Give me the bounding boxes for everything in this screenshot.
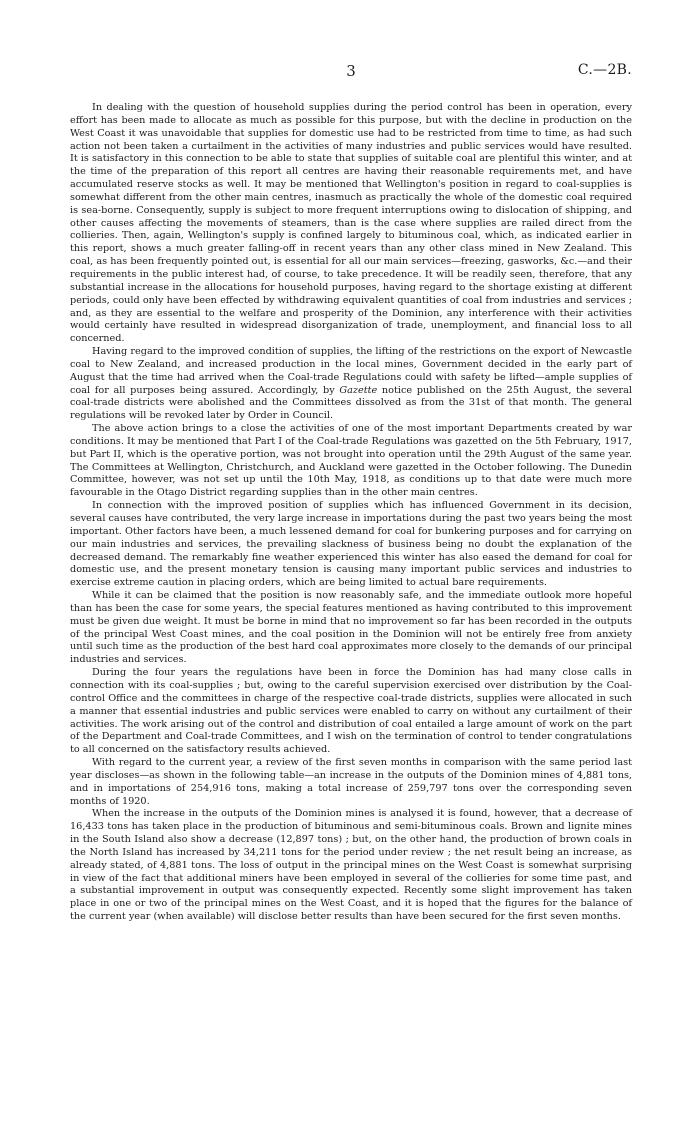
paragraph-household-supplies: In dealing with the question of household supplies during the period control has been in operation, every effort has been made to allocate as much as possible for this purpose, but with the decline in production on the West Coast it was unavoidable that supplies for domestic use had to be restricted from time to time, as had such action not been taken a curtailment in the activities of many industries and public services would have resulted. It is satisfactory in this connection to be able to state that supplies of suitable coal are plentiful this winter, and at the time of the preparation of this report all centres are having their reasonable requirements met, and have accumulated reserve stocks as well. It may be mentioned that Wellington's position in regard to coal-supplies is somewhat different from the other main centres, inasmuch as practically the whole of the domestic coal required is sea-borne. Consequently, supply is subject to more frequent interruptions owing to dislocation of shipping, and other causes affecting the movements of steamers, than is the case where supplies are railed direct from the collieries. Then, again, Wellington's supply is confined largely to bituminous coal, which, as indicated earlier in this report, shows a much greater falling-off in recent years than any other class mined in New Zealand. This coal, as has been frequently pointed out, is essential for all our main services—freezing, gasworks, &c.—and their requirements in the public interest had, of course, to take precedence. It will be readily seen, therefore, that any substantial increase in the allocations for household purposes, having regard to the shortage existing at different periods, could only have been effected by withdrawing equivalent quantities of coal from industries and services ; and, as they are essential to the welfare and prosperity of the Dominion, any interference with their activities would certainly have resulted in widespread disorganization of trade, unemployment, and financial loss to all concerned. bbox=[70, 102, 632, 345]
paragraph-improved-position: In connection with the improved position of supplies which has influenced Government in its decision, several causes have contributed, the very large increase in importations during the past two years being the most important. Other factors have been, a much lessened demand for coal for bunkering purposes and for carrying on our main industries and services, the prevailing slackness of business being no doubt the explanation of the decreased demand. The remarkably fine weather experienced this winter has also eased the demand for coal for domestic use, and the present monetary tension is causing many important public services and industries to exercise extreme caution in placing orders, which are being limited to actual bare requirements. bbox=[70, 500, 632, 589]
paragraph-analysis: When the increase in the outputs of the Dominion mines is analysed it is found, however, that a decrease of 16,433 tons has taken place in the production of bituminous and semi-bituminous coals. Brown and lignite mines in the South Island also show a decrease (12,897 tons) ; but, on the other hand, the production of brown coals in the North Island has increased by 34,211 tons for the period under review ; the net result being an increase, as already stated, of 4,881 tons. The loss of output in the principal mines on the West Coast is somewhat surprising in view of the fact that additional miners have been employed in several of the collieries for some time past, and a substantial improvement in output was consequently expected. Recently some slight improvement has taken place in one or two of the principal mines on the West Coast, and it is hoped that the figures for the balance of the current year (when available) will disclose better results than have been secured for the first seven months. bbox=[70, 808, 632, 923]
paragraph-text-after: notice published on the 25th August, the several coal-trade districts were abolished and the Committees dissolved as from the 31st of that month. The general regulations will be revoked later by Order in Council. bbox=[70, 384, 632, 422]
gazette-italic: Gazette bbox=[339, 384, 378, 396]
paragraph-department-history: The above action brings to a close the activities of one of the most important Departments created by war conditions. It may be mentioned that Part I of the Coal-trade Regulations was gazetted on the 5th February, 1917, but Part II, which is the operative portion, was not brought into operation until the 29th August of the same year. The Committees at Wellington, Christchurch, and Auckland were gazetted in the October following. The Dunedin Committee, however, was not set up until the 10th May, 1918, as conditions up to that date were much more favourable in the Otago District regarding supplies than in the other main centres. bbox=[70, 423, 632, 499]
paragraph-text-before: Having regard to the improved condition of supplies, the lifting of the restrictions on the export of Newcastle coal to New Zealand, and increased production in the local mines, Government decided in the early part of August that the time had arrived when the Coal-trade Regulations could with safety be lifted—ample supplies of coal for all purposes being assured. Accordingly, by bbox=[70, 346, 632, 396]
page-number: 3 bbox=[346, 62, 356, 80]
paragraph-four-years: During the four years the regulations have been in force the Dominion has had many close calls in connection with its coal-supplies ; but, owing to the careful supervision exercised over distribution by the Coal-control Office and the committees in charge of the respective coal-trade districts, supplies were allocated in such a manner that essential industries and public services were enabled to carry on without any curtailment of their activities. The work arising out of the control and distribution of coal entailed a large amount of work on the part of the Department and Coal-trade Committees, and I wish on the termination of control to tender congratulations to all concerned on the satisfactory results achieved. bbox=[70, 667, 632, 756]
paragraph-current-year: With regard to the current year, a review of the first seven months in comparison with the same period last year discloses—as shown in the following table—an increase in the outputs of the Dominion mines of 4,881 tons, and in importations of 254,916 tons, making a total increase of 259,797 tons over the corresponding seven months of 1920. bbox=[70, 757, 632, 807]
page-header bbox=[70, 62, 632, 102]
paragraph-outlook: While it can be claimed that the position is now reasonably safe, and the immediate outlook more hopeful than has been the case for some years, the special features mentioned as having contributed to this improvement must be given due weight. It must be borne in mind that no improvement so far has been recorded in the outputs of the principal West Coast mines, and the coal position in the Dominion will not be entirely free from anxiety until such time as the production of the best hard coal approximates more closely to the demands of our principal industries and services. bbox=[70, 590, 632, 666]
report-body bbox=[70, 102, 632, 924]
document-reference: C.—2B. bbox=[577, 62, 632, 78]
paragraph-lifting-restrictions bbox=[70, 346, 632, 423]
